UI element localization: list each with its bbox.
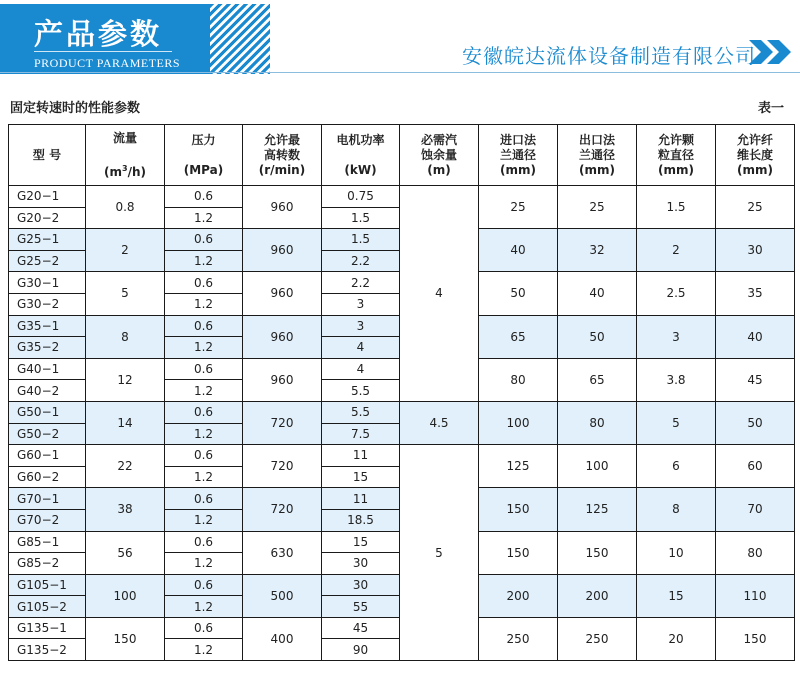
motor-power-cell: 15: [322, 531, 400, 553]
page-subtitle: PRODUCT PARAMETERS: [34, 56, 181, 70]
max-speed-cell: 500: [243, 574, 322, 617]
outlet-diameter-cell: 50: [558, 315, 637, 358]
pressure-cell: 0.6: [165, 445, 243, 467]
fiber-length-cell: 35: [716, 272, 795, 315]
model-cell: G70−2: [9, 509, 86, 531]
col-npsh: 必需汽 蚀余量 (m): [400, 125, 479, 186]
table-row: [9, 186, 795, 208]
model-cell: G25−1: [9, 229, 86, 251]
flow-cell: 100: [86, 574, 165, 617]
inlet-diameter-cell: 100: [479, 401, 558, 444]
motor-power-cell: 11: [322, 445, 400, 467]
col-inlet-diameter: 进口法 兰通径 (mm): [479, 125, 558, 186]
max-speed-cell: 960: [243, 229, 322, 272]
motor-power-cell: 30: [322, 553, 400, 575]
pressure-cell: 1.2: [165, 553, 243, 575]
model-cell: G105−1: [9, 574, 86, 596]
model-cell: G60−1: [9, 445, 86, 467]
flow-cell: 5: [86, 272, 165, 315]
table-header-row: [9, 125, 795, 186]
fiber-length-cell: 110: [716, 574, 795, 617]
pressure-cell: 1.2: [165, 639, 243, 661]
motor-power-cell: 4: [322, 358, 400, 380]
model-cell: G20−1: [9, 186, 86, 208]
pressure-cell: 1.2: [165, 509, 243, 531]
motor-power-cell: 30: [322, 574, 400, 596]
motor-power-cell: 3: [322, 315, 400, 337]
title-banner: [0, 4, 210, 74]
max-speed-cell: 400: [243, 617, 322, 660]
col-model: 型 号: [9, 125, 86, 186]
col-fiber-length: 允许纤 维长度 (mm): [716, 125, 795, 186]
outlet-diameter-cell: 125: [558, 488, 637, 531]
model-cell: G25−2: [9, 250, 86, 272]
flow-cell: 22: [86, 445, 165, 488]
page-header: [0, 0, 800, 85]
pressure-cell: 1.2: [165, 596, 243, 618]
npsh-cell: 5: [400, 445, 479, 661]
max-speed-cell: 960: [243, 358, 322, 401]
table-caption: 固定转速时的性能参数: [10, 101, 141, 116]
particle-size-cell: 6: [637, 445, 716, 488]
title-divider: [34, 51, 172, 52]
pressure-cell: 0.6: [165, 272, 243, 294]
motor-power-cell: 18.5: [322, 509, 400, 531]
table-number: 表一: [757, 101, 784, 116]
diagonal-stripe-decoration: [210, 4, 270, 74]
model-cell: G135−2: [9, 639, 86, 661]
table-row: [9, 401, 795, 423]
flow-cell: 38: [86, 488, 165, 531]
model-cell: G30−1: [9, 272, 86, 294]
model-cell: G50−2: [9, 423, 86, 445]
outlet-diameter-cell: 150: [558, 531, 637, 574]
col-particle-size: 允许颗 粒直径 (mm): [637, 125, 716, 186]
motor-power-cell: 1.5: [322, 229, 400, 251]
outlet-diameter-cell: 40: [558, 272, 637, 315]
inlet-diameter-cell: 250: [479, 617, 558, 660]
pressure-cell: 1.2: [165, 250, 243, 272]
outlet-diameter-cell: 65: [558, 358, 637, 401]
particle-size-cell: 2: [637, 229, 716, 272]
particle-size-cell: 15: [637, 574, 716, 617]
max-speed-cell: 630: [243, 531, 322, 574]
fiber-length-cell: 60: [716, 445, 795, 488]
model-cell: G40−2: [9, 380, 86, 402]
particle-size-cell: 1.5: [637, 186, 716, 229]
particle-size-cell: 20: [637, 617, 716, 660]
pressure-cell: 0.6: [165, 574, 243, 596]
model-cell: G40−1: [9, 358, 86, 380]
model-cell: G70−1: [9, 488, 86, 510]
pressure-cell: 1.2: [165, 207, 243, 229]
model-cell: G85−1: [9, 531, 86, 553]
inlet-diameter-cell: 50: [479, 272, 558, 315]
flow-cell: 56: [86, 531, 165, 574]
max-speed-cell: 960: [243, 315, 322, 358]
fiber-length-cell: 25: [716, 186, 795, 229]
col-motor-power: 电机功率 (kW): [322, 125, 400, 186]
max-speed-cell: 720: [243, 488, 322, 531]
flow-cell: 14: [86, 401, 165, 444]
fiber-length-cell: 50: [716, 401, 795, 444]
pressure-cell: 0.6: [165, 401, 243, 423]
company-name: 安徽皖达流体设备制造有限公司: [462, 44, 756, 68]
max-speed-cell: 720: [243, 401, 322, 444]
model-cell: G60−2: [9, 466, 86, 488]
header-underline: [0, 72, 800, 73]
motor-power-cell: 0.75: [322, 186, 400, 208]
pressure-cell: 0.6: [165, 229, 243, 251]
outlet-diameter-cell: 80: [558, 401, 637, 444]
col-outlet-diameter: 出口法 兰通径 (mm): [558, 125, 637, 186]
page-title: 产品参数: [34, 17, 163, 51]
model-cell: G35−1: [9, 315, 86, 337]
motor-power-cell: 5.5: [322, 380, 400, 402]
particle-size-cell: 10: [637, 531, 716, 574]
motor-power-cell: 11: [322, 488, 400, 510]
pressure-cell: 1.2: [165, 337, 243, 359]
npsh-cell: 4: [400, 186, 479, 402]
flow-cell: 8: [86, 315, 165, 358]
fiber-length-cell: 40: [716, 315, 795, 358]
particle-size-cell: 2.5: [637, 272, 716, 315]
pressure-cell: 0.6: [165, 617, 243, 639]
motor-power-cell: 2.2: [322, 272, 400, 294]
flow-cell: 12: [86, 358, 165, 401]
motor-power-cell: 4: [322, 337, 400, 359]
pressure-cell: 0.6: [165, 358, 243, 380]
pressure-cell: 1.2: [165, 466, 243, 488]
inlet-diameter-cell: 150: [479, 488, 558, 531]
max-speed-cell: 960: [243, 186, 322, 229]
flow-cell: 0.8: [86, 186, 165, 229]
motor-power-cell: 5.5: [322, 401, 400, 423]
inlet-diameter-cell: 40: [479, 229, 558, 272]
model-cell: G135−1: [9, 617, 86, 639]
double-chevron-right-icon: [747, 38, 795, 66]
max-speed-cell: 720: [243, 445, 322, 488]
outlet-diameter-cell: 200: [558, 574, 637, 617]
model-cell: G30−2: [9, 293, 86, 315]
performance-table: [8, 124, 795, 661]
motor-power-cell: 55: [322, 596, 400, 618]
pressure-cell: 1.2: [165, 380, 243, 402]
motor-power-cell: 15: [322, 466, 400, 488]
outlet-diameter-cell: 100: [558, 445, 637, 488]
pressure-cell: 1.2: [165, 423, 243, 445]
outlet-diameter-cell: 250: [558, 617, 637, 660]
fiber-length-cell: 80: [716, 531, 795, 574]
outlet-diameter-cell: 32: [558, 229, 637, 272]
fiber-length-cell: 70: [716, 488, 795, 531]
outlet-diameter-cell: 25: [558, 186, 637, 229]
flow-cell: 150: [86, 617, 165, 660]
particle-size-cell: 5: [637, 401, 716, 444]
motor-power-cell: 45: [322, 617, 400, 639]
fiber-length-cell: 30: [716, 229, 795, 272]
col-flow: 流量 $(m^3/h)$: [86, 125, 165, 186]
motor-power-cell: 90: [322, 639, 400, 661]
flow-cell: 2: [86, 229, 165, 272]
motor-power-cell: 2.2: [322, 250, 400, 272]
col-max-speed: 允许最 高转数 (r/min): [243, 125, 322, 186]
pressure-cell: 0.6: [165, 186, 243, 208]
inlet-diameter-cell: 200: [479, 574, 558, 617]
pressure-cell: 0.6: [165, 531, 243, 553]
model-cell: G35−2: [9, 337, 86, 359]
motor-power-cell: 1.5: [322, 207, 400, 229]
table-row: [9, 445, 795, 467]
pressure-cell: 0.6: [165, 488, 243, 510]
col-pressure: 压力 (MPa): [165, 125, 243, 186]
npsh-cell: 4.5: [400, 401, 479, 444]
motor-power-cell: 7.5: [322, 423, 400, 445]
inlet-diameter-cell: 80: [479, 358, 558, 401]
model-cell: G50−1: [9, 401, 86, 423]
model-cell: G105−2: [9, 596, 86, 618]
model-cell: G85−2: [9, 553, 86, 575]
pressure-cell: 0.6: [165, 315, 243, 337]
particle-size-cell: 3.8: [637, 358, 716, 401]
particle-size-cell: 8: [637, 488, 716, 531]
table-body: [9, 186, 795, 661]
pressure-cell: 1.2: [165, 293, 243, 315]
inlet-diameter-cell: 65: [479, 315, 558, 358]
fiber-length-cell: 150: [716, 617, 795, 660]
fiber-length-cell: 45: [716, 358, 795, 401]
particle-size-cell: 3: [637, 315, 716, 358]
max-speed-cell: 960: [243, 272, 322, 315]
inlet-diameter-cell: 25: [479, 186, 558, 229]
model-cell: G20−2: [9, 207, 86, 229]
motor-power-cell: 3: [322, 293, 400, 315]
inlet-diameter-cell: 125: [479, 445, 558, 488]
inlet-diameter-cell: 150: [479, 531, 558, 574]
